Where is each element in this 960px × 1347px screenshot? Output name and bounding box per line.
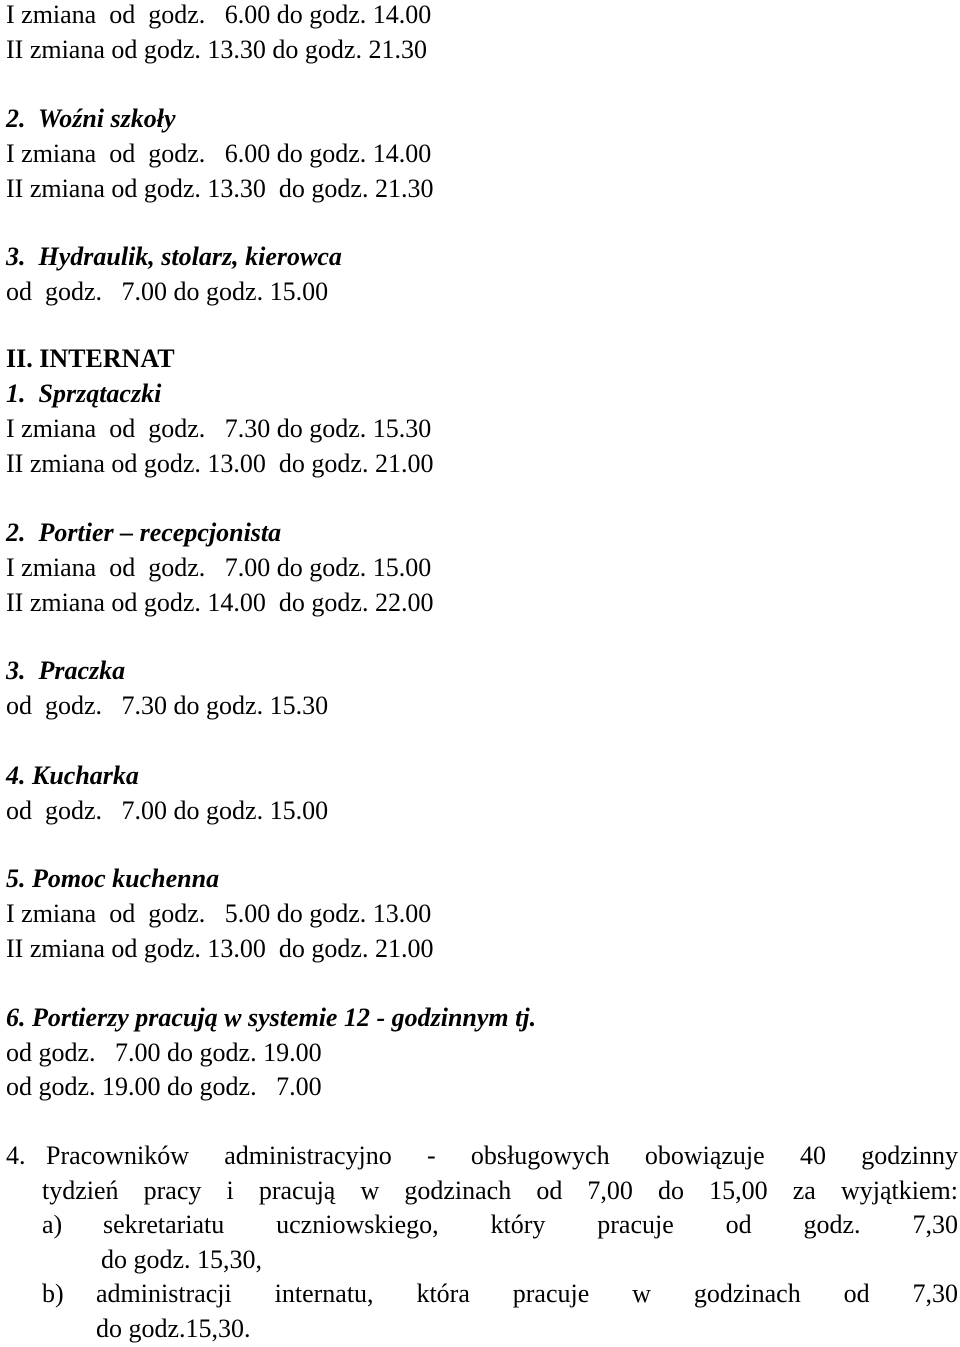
shift-line: I zmiana od godz. 7.30 do godz. 15.30 — [6, 414, 432, 443]
word: w — [360, 1176, 380, 1205]
hours-line: od godz. 7.00 do godz. 19.00 — [6, 1038, 322, 1067]
word: 7,30 — [912, 1279, 958, 1308]
heading-number: 1. — [6, 379, 26, 408]
heading-number: 2. — [6, 104, 26, 133]
section-heading — [6, 520, 281, 546]
hours-line: od godz. 7.00 do godz. 15.00 — [6, 277, 329, 306]
shift-line: I zmiana od godz. 7.00 do godz. 15.00 — [6, 553, 432, 582]
word: 7,00 — [587, 1176, 633, 1205]
hours-line: od godz. 19.00 do godz. 7.00 — [6, 1072, 322, 1101]
section-heading — [6, 658, 125, 684]
heading-number: 3. — [6, 242, 26, 271]
word: tydzień — [42, 1176, 119, 1205]
heading-text: Praczka — [38, 656, 126, 685]
word: który — [490, 1210, 546, 1239]
word: sekretariatu — [103, 1210, 225, 1239]
shift-line: II zmiana od godz. 13.30 do godz. 21.30 — [6, 35, 427, 64]
word: która — [416, 1279, 470, 1308]
heading-text: Portierzy pracują w systemie 12 - godzinnym tj. — [32, 1003, 537, 1032]
word: od — [725, 1210, 752, 1239]
word: internatu, — [274, 1279, 374, 1308]
section-heading — [6, 381, 161, 407]
word: w — [632, 1279, 651, 1308]
word: od — [536, 1176, 563, 1205]
heading-text: Pomoc kuchenna — [32, 864, 220, 893]
word: 15,00 — [709, 1176, 768, 1205]
word: pracują — [258, 1176, 336, 1205]
word: obowiązuje — [644, 1141, 765, 1170]
hours-line: od godz. 7.30 do godz. 15.30 — [6, 691, 329, 720]
word: wyjątkiem: — [840, 1176, 958, 1205]
section-heading — [6, 106, 176, 132]
word: administracji — [96, 1279, 232, 1308]
heading-number: 2. — [6, 518, 26, 547]
item-a-continuation: do godz. 15,30, — [101, 1245, 263, 1274]
item-b-label: b) — [42, 1279, 64, 1308]
heading-text: Hydraulik, stolarz, kierowca — [38, 242, 342, 271]
word: 40 — [799, 1141, 826, 1170]
word: uczniowskiego, — [276, 1210, 439, 1239]
word: obsługowych — [470, 1141, 610, 1170]
point-number: 4. — [6, 1141, 26, 1170]
shift-line: II zmiana od godz. 13.00 do godz. 21.00 — [6, 934, 434, 963]
section-heading — [6, 763, 139, 789]
word: pracy — [143, 1176, 202, 1205]
word: od — [843, 1279, 870, 1308]
word: administracyjno — [224, 1141, 392, 1170]
item-b-continuation: do godz.15,30. — [96, 1314, 251, 1343]
shift-line: II zmiana od godz. 14.00 do godz. 22.00 — [6, 588, 434, 617]
word: pracuje — [597, 1210, 674, 1239]
word: do — [658, 1176, 685, 1205]
shift-line: II zmiana od godz. 13.30 do godz. 21.30 — [6, 174, 434, 203]
section-heading — [6, 244, 342, 270]
heading-number: 4. — [6, 761, 26, 790]
shift-line: I zmiana od godz. 5.00 do godz. 13.00 — [6, 899, 432, 928]
heading-number: 6. — [6, 1003, 26, 1032]
heading-number: 3. — [6, 656, 26, 685]
word: godzinny — [861, 1141, 958, 1170]
word: godz. — [803, 1210, 861, 1239]
word: Pracowników — [46, 1141, 189, 1170]
hours-line: od godz. 7.00 do godz. 15.00 — [6, 796, 329, 825]
section-heading — [6, 866, 219, 892]
shift-line: II zmiana od godz. 13.00 do godz. 21.00 — [6, 449, 434, 478]
shift-line: I zmiana od godz. 6.00 do godz. 14.00 — [6, 139, 432, 168]
heading-text: Kucharka — [32, 761, 139, 790]
word: i — [226, 1176, 234, 1205]
word: pracuje — [512, 1279, 590, 1308]
word: za — [792, 1176, 816, 1205]
item-a-line — [103, 1212, 958, 1238]
word: - — [427, 1141, 436, 1170]
heading-number: 5. — [6, 864, 26, 893]
item-b-line — [96, 1281, 958, 1307]
word: godzinach — [404, 1176, 512, 1205]
heading-text: Woźni szkoły — [38, 104, 176, 133]
point-line-2 — [42, 1178, 958, 1204]
heading-text: Sprzątaczki — [38, 379, 162, 408]
section-heading — [6, 1005, 536, 1031]
word: 7,30 — [912, 1210, 958, 1239]
heading-text: Portier – recepcjonista — [38, 518, 282, 547]
shift-line: I zmiana od godz. 6.00 do godz. 14.00 — [6, 0, 432, 29]
point-line-1 — [46, 1143, 958, 1169]
item-a-label: a) — [42, 1210, 63, 1239]
word: godzinach — [693, 1279, 801, 1308]
internat-title: II. INTERNAT — [6, 344, 175, 373]
